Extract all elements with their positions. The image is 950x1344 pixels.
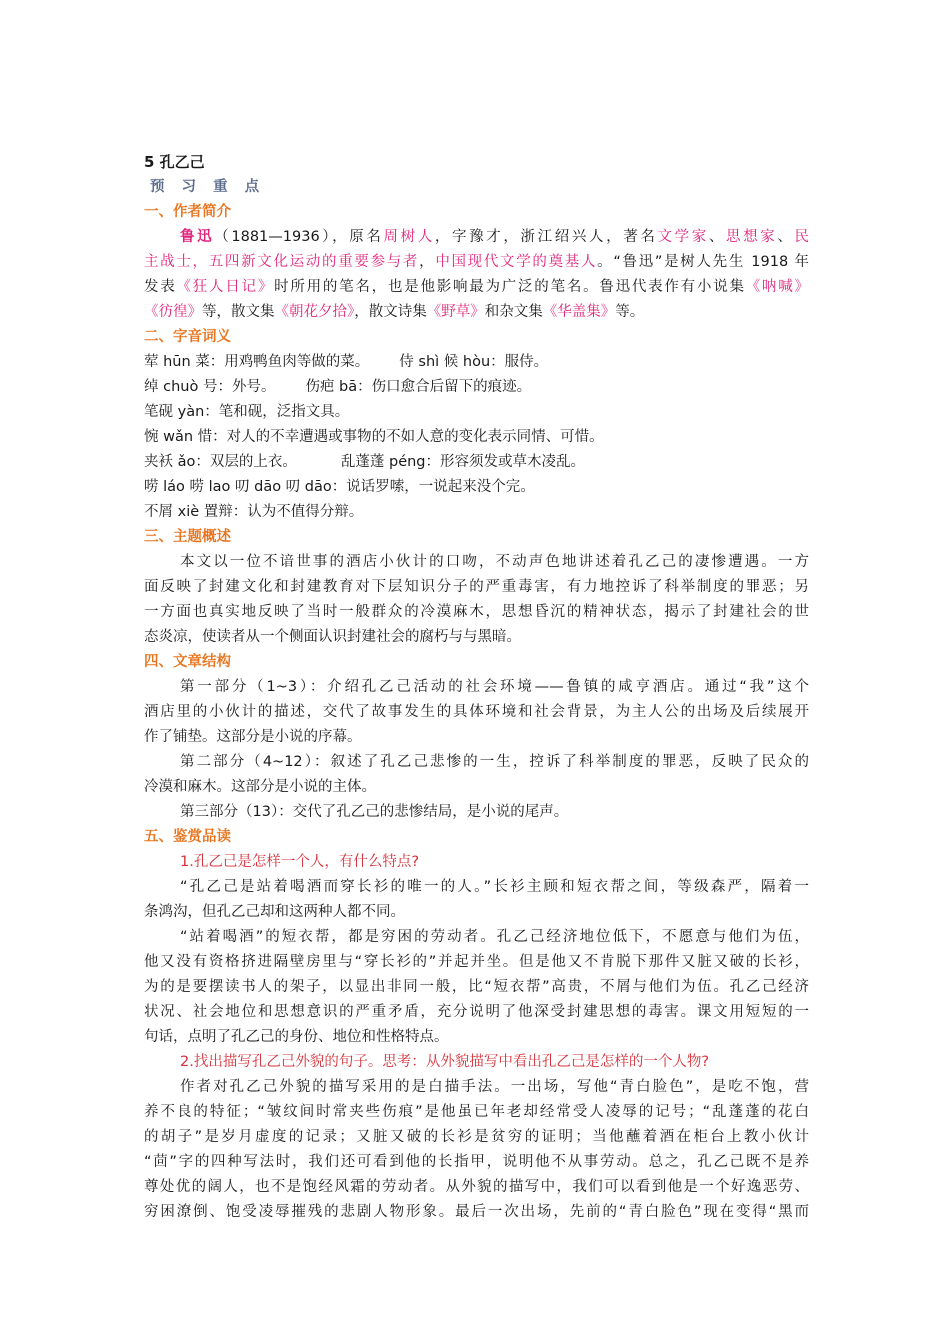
- theme-line: 一方面也真实地反映了当时一般群众的冷漠麻木，思想昏沉的精神状态，揭示了封建社会的世: [144, 604, 809, 620]
- text-run: 。“鲁迅”是树人先生 1918 年: [597, 254, 809, 270]
- text-run: ，散文诗集: [354, 304, 427, 320]
- vocab-line: [144, 375, 809, 400]
- structure-line: 作了铺垫。这部分是小说的序幕。: [144, 729, 362, 745]
- vocab-item: 伤疤 bā：伤口愈合后留下的痕迹。: [305, 379, 532, 395]
- text-run: （1881—1936），原名: [214, 229, 384, 245]
- highlight-run: 中国现代文学的奠基人: [435, 254, 598, 270]
- author-line-1: [144, 225, 809, 250]
- text-run: 和杂文集: [484, 304, 543, 320]
- section-heading-author: 一、作者简介: [144, 204, 231, 220]
- answer-line: 他又没有资格挤进隔壁房里与“穿长衫的”并起并坐。但是他又不肯脱下那件又脏又破的长衫，: [144, 954, 809, 970]
- text-run: ，字豫才，浙江绍兴人，著名: [434, 229, 658, 245]
- structure-line: 冷漠和麻木。这部分是小说的主体。: [144, 779, 376, 795]
- text-run: 等，散文集: [202, 304, 275, 320]
- vocab-item: 荤 hūn 菜：用鸡鸭鱼肉等做的菜。: [144, 354, 370, 370]
- vocab-line: 唠 láo 唠 lao 叨 dāo 叨 dāo：说话罗嗦，一说起来没个完。: [144, 479, 535, 495]
- vocab-line: 笔砚 yàn：笔和砚，泛指文具。: [144, 404, 350, 420]
- theme-line: 本文以一位不谙世事的酒店小伙计的口吻，不动声色地讲述着孔乙己的凄惨遭遇。一方: [180, 554, 809, 570]
- highlight-run: 《彷徨》: [144, 304, 202, 320]
- author-line-3: [144, 275, 809, 300]
- text-run: 、: [777, 229, 795, 245]
- answer-line: 的胡子”是岁月虚度的记录；又脏又破的长衫是贫穷的证明；当他蘸着酒在柜台上教小伙计: [144, 1129, 809, 1145]
- vocab-item: 侍 shì 候 hòu：服侍。: [399, 354, 549, 370]
- text-run: 等。: [615, 304, 645, 320]
- answer-line: “茴”字的四种写法时，我们还可看到他的长指甲，说明他不从事劳动。总之，孔乙己既不是养: [144, 1154, 809, 1170]
- author-name: 鲁迅: [180, 229, 215, 245]
- vocab-line: 不屑 xiè 置辩：认为不值得分辩。: [144, 504, 364, 520]
- section-heading-vocab: 二、字音词义: [144, 329, 231, 345]
- answer-line: 穷困潦倒、饱受凌辱摧残的悲剧人物形象。最后一次出场，先前的“青白脸色”现在变得“黑而: [144, 1204, 809, 1220]
- section-heading-structure: 四、文章结构: [144, 654, 231, 670]
- highlight-run: 《野草》: [426, 304, 485, 320]
- answer-line: 养不良的特征；“皱纹间时常夹些伤痕”是他虽已年老却经常受人凌辱的记号；“乱蓬蓬的花白: [144, 1104, 809, 1120]
- vocab-line: [144, 350, 809, 375]
- highlight-run: 周树人: [383, 229, 435, 245]
- text-run: 、: [708, 229, 727, 245]
- question-2: 2.找出描写孔乙己外貌的句子。思考：从外貌描写中看出孔乙己是怎样的一个人物?: [180, 1054, 710, 1070]
- theme-line: 态炎凉，使读者从一个侧面认识封建社会的腐朽与与黑暗。: [144, 629, 521, 645]
- answer-line: “孔乙己是站着喝酒而穿长衫的唯一的人。”长衫主顾和短衣帮之间，等级森严，隔着一: [180, 879, 809, 895]
- preview-label: 预 习 重 点: [150, 179, 266, 195]
- highlight-run: 《呐喊》: [745, 279, 809, 295]
- text-run: 发表: [144, 279, 177, 295]
- document-page: [144, 150, 809, 1225]
- author-line-4: [144, 300, 809, 325]
- question-1: 1.孔乙己是怎样一个人，有什么特点?: [180, 854, 420, 870]
- answer-line: 为的是要摆读书人的架子，以显出非同一般，比“短衣帮”高贵，不屑与他们为伍。孔乙己经济: [144, 979, 809, 995]
- theme-line: 面反映了封建文化和封建教育对下层知识分子的严重毒害，有力地控诉了科举制度的罪恶；另: [144, 579, 809, 595]
- text-run: ，: [419, 254, 436, 270]
- highlight-run: 思想家: [726, 229, 778, 245]
- structure-line: 第一部分（1~3）：介绍孔乙己活动的社会环境——鲁镇的咸亨酒店。通过“我”这个: [180, 679, 809, 695]
- highlight-run: 《华盖集》: [542, 304, 616, 320]
- highlight-run: 文学家: [657, 229, 709, 245]
- answer-line: 条鸿沟，但孔乙己却和这两种人都不同。: [144, 904, 405, 920]
- highlight-run: 民: [794, 229, 809, 245]
- vocab-line: 惋 wǎn 惜：对人的不幸遭遇或事物的不如人意的变化表示同情、可惜。: [144, 429, 604, 445]
- author-line-2: [144, 250, 809, 275]
- section-heading-theme: 三、主题概述: [144, 529, 231, 545]
- text-run: 时所用的笔名，也是他影响最为广泛的笔名。鲁迅代表作有小说集: [274, 279, 746, 295]
- section-heading-appreciation: 五、鉴赏品读: [144, 829, 231, 845]
- answer-line: 状况、社会地位和思想意识的严重矛盾，充分说明了他深受封建思想的毒害。课文用短短的一: [144, 1004, 809, 1020]
- structure-line: 酒店里的小伙计的描述，交代了故事发生的具体环境和社会背景，为主人公的出场及后续展开: [144, 704, 809, 720]
- vocab-item: 夹袄 ǎo：双层的上衣。: [144, 454, 297, 470]
- highlight-run: 主战士，五四新文化运动的重要参与者: [144, 254, 420, 270]
- highlight-run: 《狂人日记》: [176, 279, 275, 295]
- structure-line: 第三部分（13）：交代了孔乙己的悲惨结局，是小说的尾声。: [180, 804, 569, 820]
- highlight-run: 《朝花夕拾》: [274, 304, 355, 320]
- structure-line: 第二部分（4~12）：叙述了孔乙己悲惨的一生，控诉了科举制度的罪恶，反映了民众的: [180, 754, 809, 770]
- vocab-item: 乱蓬蓬 péng：形容须发或草木凌乱。: [340, 454, 586, 470]
- answer-line: 尊处优的阔人，也不是饱经风霜的劳动者。从外貌的描写中，我们可以看到他是一个好逸恶劳、: [144, 1179, 809, 1195]
- vocab-line: [144, 450, 809, 475]
- answer-line: “站着喝酒”的短衣帮，都是穷困的劳动者。孔乙己经济地位低下，不愿意与他们为伍，: [180, 929, 809, 945]
- lesson-title: 5 孔乙己: [144, 153, 205, 171]
- vocab-item: 绰 chuò 号：外号。: [144, 379, 276, 395]
- answer-line: 句话，点明了孔乙己的身份、地位和性格特点。: [144, 1029, 449, 1045]
- answer-line: 作者对孔乙己外貌的描写采用的是白描手法。一出场，写他“青白脸色”，是吃不饱，营: [180, 1079, 809, 1095]
